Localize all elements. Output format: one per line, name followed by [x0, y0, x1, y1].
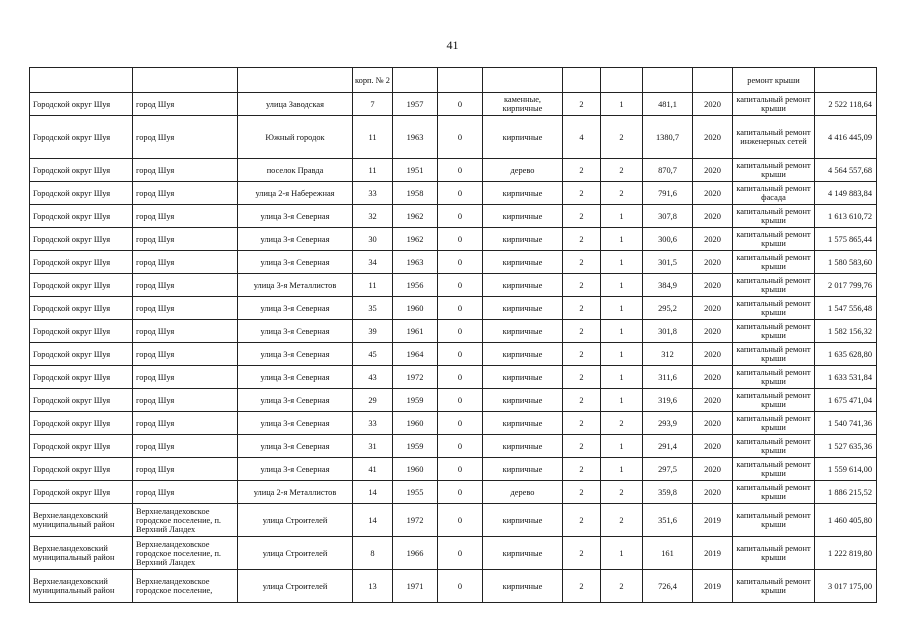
house-number-cell: 45	[353, 343, 393, 366]
work-type-cell: капитальный ремонт крыши	[733, 320, 815, 343]
work-type-cell: капитальный ремонт крыши	[733, 570, 815, 603]
cost-cell: 1 613 610,72	[815, 205, 877, 228]
area-cell: 293,9	[643, 412, 693, 435]
settlement-cell: город Шуя	[133, 366, 238, 389]
table-row	[30, 205, 877, 228]
work-type-cell: капитальный ремонт крыши	[733, 93, 815, 116]
cost-cell: 1 222 819,80	[815, 537, 877, 570]
entrances-cell: 1	[601, 458, 643, 481]
floors-cell: 2	[563, 205, 601, 228]
year-cell: 2020	[693, 481, 733, 504]
cost-cell: 1 547 556,48	[815, 297, 877, 320]
wall-material-cell: кирпичные	[483, 366, 563, 389]
work-type-cell: капитальный ремонт крыши	[733, 481, 815, 504]
year-built-cell: 1962	[393, 228, 438, 251]
year-cell: 2020	[693, 228, 733, 251]
street-cell: улица 3-я Металлистов	[238, 274, 353, 297]
year-cell: 2020	[693, 159, 733, 182]
entrances-cell: 1	[601, 389, 643, 412]
year-reconstructed-cell: 0	[438, 93, 483, 116]
street-cell: улица 3-я Северная	[238, 297, 353, 320]
house-number-cell: 41	[353, 458, 393, 481]
work-type-cell: ремонт крыши	[733, 68, 815, 93]
year-built-cell: 1963	[393, 251, 438, 274]
municipality-cell: Городской округ Шуя	[30, 481, 133, 504]
year-cell: 2020	[693, 297, 733, 320]
area-cell: 312	[643, 343, 693, 366]
municipality-cell: Городской округ Шуя	[30, 435, 133, 458]
year-built-cell: 1972	[393, 366, 438, 389]
floors-cell: 2	[563, 435, 601, 458]
settlement-cell: город Шуя	[133, 389, 238, 412]
municipality-cell: Городской округ Шуя	[30, 343, 133, 366]
street-cell: поселок Правда	[238, 159, 353, 182]
year-cell: 2020	[693, 412, 733, 435]
municipality-cell: Городской округ Шуя	[30, 205, 133, 228]
entrances-cell: 1	[601, 251, 643, 274]
street-cell: улица 3-я Северная	[238, 343, 353, 366]
settlement-cell: Верхнеландеховское городское поселение, п. Верхний Ландех	[133, 537, 238, 570]
area-cell: 301,5	[643, 251, 693, 274]
year-cell: 2020	[693, 458, 733, 481]
cost-cell: 1 559 614,00	[815, 458, 877, 481]
year-built-cell: 1961	[393, 320, 438, 343]
year-built-cell: 1959	[393, 389, 438, 412]
street-cell: улица Заводская	[238, 93, 353, 116]
year-reconstructed-cell: 0	[438, 159, 483, 182]
work-type-cell: капитальный ремонт крыши	[733, 297, 815, 320]
entrances-cell: 1	[601, 537, 643, 570]
cost-cell: 4 149 883,84	[815, 182, 877, 205]
settlement-cell: город Шуя	[133, 93, 238, 116]
entrances-cell: 1	[601, 205, 643, 228]
cost-cell: 3 017 175,00	[815, 570, 877, 603]
work-type-cell: капитальный ремонт крыши	[733, 537, 815, 570]
floors-cell: 2	[563, 93, 601, 116]
year-reconstructed-cell: 0	[438, 435, 483, 458]
table-row	[30, 320, 877, 343]
street-cell: улица 3-я Северная	[238, 412, 353, 435]
settlement-cell: город Шуя	[133, 458, 238, 481]
wall-material-cell: кирпичные	[483, 228, 563, 251]
municipality-cell: Городской округ Шуя	[30, 297, 133, 320]
municipality-cell: Верхнеландеховский муниципальный район	[30, 570, 133, 603]
area-cell: 870,7	[643, 159, 693, 182]
year-built-cell: 1966	[393, 537, 438, 570]
work-type-cell: капитальный ремонт фасада	[733, 182, 815, 205]
year-built-cell: 1971	[393, 570, 438, 603]
table-row	[30, 159, 877, 182]
year-reconstructed-cell: 0	[438, 297, 483, 320]
table-row	[30, 93, 877, 116]
work-type-cell: капитальный ремонт крыши	[733, 274, 815, 297]
wall-material-cell: кирпичные	[483, 412, 563, 435]
year-reconstructed-cell: 0	[438, 205, 483, 228]
cost-cell: 1 582 156,32	[815, 320, 877, 343]
year-cell: 2020	[693, 343, 733, 366]
settlement-cell: город Шуя	[133, 435, 238, 458]
floors-cell: 2	[563, 297, 601, 320]
wall-material-cell: кирпичные	[483, 320, 563, 343]
floors-cell: 2	[563, 251, 601, 274]
area-cell: 311,6	[643, 366, 693, 389]
entrances-cell: 1	[601, 297, 643, 320]
year-built-cell: 1956	[393, 274, 438, 297]
wall-material-cell: кирпичные	[483, 504, 563, 537]
floors-cell: 2	[563, 481, 601, 504]
area-cell: 297,5	[643, 458, 693, 481]
wall-material-cell: дерево	[483, 159, 563, 182]
table-row	[30, 537, 877, 570]
municipality-cell: Городской округ Шуя	[30, 182, 133, 205]
year-built-cell: 1963	[393, 116, 438, 159]
area-cell: 481,1	[643, 93, 693, 116]
municipality-cell: Городской округ Шуя	[30, 412, 133, 435]
cost-cell: 1 527 635,36	[815, 435, 877, 458]
wall-material-cell: кирпичные	[483, 570, 563, 603]
house-number-cell: 11	[353, 274, 393, 297]
wall-material-cell: кирпичные	[483, 389, 563, 412]
year-cell: 2020	[693, 205, 733, 228]
entrances-cell: 1	[601, 366, 643, 389]
house-number-cell: 43	[353, 366, 393, 389]
table-row	[30, 116, 877, 159]
year-cell: 2020	[693, 182, 733, 205]
table-row	[30, 389, 877, 412]
wall-material-cell: кирпичные	[483, 435, 563, 458]
table-row	[30, 366, 877, 389]
area-cell: 351,6	[643, 504, 693, 537]
wall-material-cell: кирпичные	[483, 182, 563, 205]
entrances-cell: 2	[601, 481, 643, 504]
floors-cell: 2	[563, 504, 601, 537]
area-cell: 295,2	[643, 297, 693, 320]
cost-cell: 2 017 799,76	[815, 274, 877, 297]
work-type-cell: капитальный ремонт крыши	[733, 205, 815, 228]
municipality-cell: Городской округ Шуя	[30, 274, 133, 297]
wall-material-cell: кирпичные	[483, 537, 563, 570]
settlement-cell: город Шуя	[133, 297, 238, 320]
street-cell: улица 2-я Набережная	[238, 182, 353, 205]
house-number-cell: 11	[353, 159, 393, 182]
floors-cell: 4	[563, 116, 601, 159]
house-number-cell: 39	[353, 320, 393, 343]
wall-material-cell: кирпичные	[483, 297, 563, 320]
settlement-cell: Верхнеландеховское городское поселение,	[133, 570, 238, 603]
area-cell: 319,6	[643, 389, 693, 412]
year-reconstructed-cell: 0	[438, 570, 483, 603]
street-cell: улица 3-я Северная	[238, 366, 353, 389]
municipality-cell: Городской округ Шуя	[30, 159, 133, 182]
cost-cell: 1 675 471,04	[815, 389, 877, 412]
street-cell: улица 3-я Северная	[238, 458, 353, 481]
cost-cell: 4 416 445,09	[815, 116, 877, 159]
entrances-cell: 2	[601, 570, 643, 603]
year-reconstructed-cell: 0	[438, 228, 483, 251]
wall-material-cell: кирпичные	[483, 205, 563, 228]
street-cell: Южный городок	[238, 116, 353, 159]
municipality-cell: Городской округ Шуя	[30, 251, 133, 274]
year-cell: 2020	[693, 251, 733, 274]
entrances-cell: 2	[601, 182, 643, 205]
settlement-cell: город Шуя	[133, 205, 238, 228]
area-cell: 307,8	[643, 205, 693, 228]
year-built-cell: 1958	[393, 182, 438, 205]
municipality-cell: Городской округ Шуя	[30, 366, 133, 389]
work-type-cell: капитальный ремонт крыши	[733, 366, 815, 389]
year-cell: 2020	[693, 116, 733, 159]
table-row	[30, 297, 877, 320]
house-number-cell: 7	[353, 93, 393, 116]
work-type-cell: капитальный ремонт крыши	[733, 412, 815, 435]
floors-cell: 2	[563, 320, 601, 343]
house-number-cell: 29	[353, 389, 393, 412]
year-reconstructed-cell: 0	[438, 116, 483, 159]
house-number-cell: 33	[353, 182, 393, 205]
street-cell: улица 3-я Северная	[238, 389, 353, 412]
table-row	[30, 570, 877, 603]
year-cell: 2019	[693, 570, 733, 603]
page-number: 41	[446, 38, 459, 52]
municipality-cell: Городской округ Шуя	[30, 228, 133, 251]
floors-cell: 2	[563, 274, 601, 297]
house-number-cell: 8	[353, 537, 393, 570]
year-reconstructed-cell: 0	[438, 481, 483, 504]
table-row	[30, 343, 877, 366]
work-type-cell: капитальный ремонт крыши	[733, 458, 815, 481]
year-built-cell: 1959	[393, 435, 438, 458]
municipality-cell: Верхнеландеховский муниципальный район	[30, 504, 133, 537]
house-number-cell: 34	[353, 251, 393, 274]
cost-cell: 1 540 741,36	[815, 412, 877, 435]
year-built-cell: 1960	[393, 297, 438, 320]
table-row	[30, 458, 877, 481]
municipality-cell: Городской округ Шуя	[30, 93, 133, 116]
settlement-cell: город Шуя	[133, 412, 238, 435]
entrances-cell: 2	[601, 159, 643, 182]
wall-material-cell: кирпичные	[483, 274, 563, 297]
year-built-cell: 1960	[393, 412, 438, 435]
floors-cell: 2	[563, 412, 601, 435]
year-cell: 2019	[693, 504, 733, 537]
street-cell: улица 3-я Северная	[238, 320, 353, 343]
year-built-cell: 1955	[393, 481, 438, 504]
house-number-cell: 13	[353, 570, 393, 603]
settlement-cell: город Шуя	[133, 228, 238, 251]
table-row	[30, 435, 877, 458]
entrances-cell: 2	[601, 504, 643, 537]
entrances-cell: 2	[601, 116, 643, 159]
entrances-cell: 1	[601, 343, 643, 366]
table-row	[30, 68, 877, 93]
settlement-cell: город Шуя	[133, 481, 238, 504]
floors-cell: 2	[563, 182, 601, 205]
wall-material-cell: кирпичные	[483, 458, 563, 481]
area-cell: 384,9	[643, 274, 693, 297]
year-cell: 2020	[693, 274, 733, 297]
municipality-cell: Городской округ Шуя	[30, 116, 133, 159]
settlement-cell: город Шуя	[133, 320, 238, 343]
work-type-cell: капитальный ремонт крыши	[733, 228, 815, 251]
year-reconstructed-cell: 0	[438, 320, 483, 343]
street-cell: улица Строителей	[238, 537, 353, 570]
year-reconstructed-cell: 0	[438, 458, 483, 481]
year-built-cell: 1960	[393, 458, 438, 481]
work-type-cell: капитальный ремонт крыши	[733, 504, 815, 537]
cost-cell: 1 633 531,84	[815, 366, 877, 389]
floors-cell: 2	[563, 458, 601, 481]
municipality-cell: Городской округ Шуя	[30, 389, 133, 412]
house-number-cell: 35	[353, 297, 393, 320]
floors-cell: 2	[563, 159, 601, 182]
street-cell: улица 2-я Металлистов	[238, 481, 353, 504]
street-cell: улица 3-я Северная	[238, 251, 353, 274]
year-reconstructed-cell: 0	[438, 412, 483, 435]
cost-cell: 1 575 865,44	[815, 228, 877, 251]
house-number-cell: 14	[353, 481, 393, 504]
table-row	[30, 182, 877, 205]
floors-cell: 2	[563, 366, 601, 389]
year-built-cell: 1951	[393, 159, 438, 182]
entrances-cell: 1	[601, 435, 643, 458]
floors-cell: 2	[563, 343, 601, 366]
year-reconstructed-cell: 0	[438, 343, 483, 366]
work-type-cell: капитальный ремонт крыши	[733, 343, 815, 366]
cost-cell: 1 886 215,52	[815, 481, 877, 504]
year-cell: 2019	[693, 537, 733, 570]
entrances-cell: 2	[601, 412, 643, 435]
floors-cell: 2	[563, 389, 601, 412]
work-type-cell: капитальный ремонт крыши	[733, 159, 815, 182]
year-cell: 2020	[693, 366, 733, 389]
year-reconstructed-cell: 0	[438, 389, 483, 412]
area-cell: 726,4	[643, 570, 693, 603]
area-cell: 791,6	[643, 182, 693, 205]
house-number-cell: 32	[353, 205, 393, 228]
street-cell: улица Строителей	[238, 504, 353, 537]
house-number-cell: 11	[353, 116, 393, 159]
year-reconstructed-cell: 0	[438, 504, 483, 537]
cost-cell: 2 522 118,64	[815, 93, 877, 116]
house-number-cell: 31	[353, 435, 393, 458]
settlement-cell: город Шуя	[133, 182, 238, 205]
year-reconstructed-cell: 0	[438, 537, 483, 570]
area-cell: 1380,7	[643, 116, 693, 159]
street-cell: улица Строителей	[238, 570, 353, 603]
wall-material-cell: кирпичные	[483, 343, 563, 366]
entrances-cell: 1	[601, 93, 643, 116]
entrances-cell: 1	[601, 228, 643, 251]
area-cell: 301,8	[643, 320, 693, 343]
wall-material-cell: каменные, кирпичные	[483, 93, 563, 116]
table-row	[30, 412, 877, 435]
cost-cell: 4 564 557,68	[815, 159, 877, 182]
street-cell: улица 3-я Северная	[238, 205, 353, 228]
year-cell: 2020	[693, 435, 733, 458]
year-reconstructed-cell: 0	[438, 274, 483, 297]
table-row	[30, 481, 877, 504]
street-cell: улица 3-я Северная	[238, 228, 353, 251]
year-built-cell: 1972	[393, 504, 438, 537]
settlement-cell: Верхнеландеховское городское поселение, п. Верхний Ландех	[133, 504, 238, 537]
area-cell: 161	[643, 537, 693, 570]
work-type-cell: капитальный ремонт крыши	[733, 251, 815, 274]
table-row	[30, 274, 877, 297]
year-built-cell: 1964	[393, 343, 438, 366]
work-type-cell: капитальный ремонт крыши	[733, 435, 815, 458]
floors-cell: 2	[563, 228, 601, 251]
year-reconstructed-cell: 0	[438, 366, 483, 389]
floors-cell: 2	[563, 570, 601, 603]
table-row	[30, 251, 877, 274]
settlement-cell: город Шуя	[133, 159, 238, 182]
entrances-cell: 1	[601, 274, 643, 297]
house-number-cell: 30	[353, 228, 393, 251]
floors-cell: 2	[563, 537, 601, 570]
table-row	[30, 504, 877, 537]
wall-material-cell: кирпичные	[483, 251, 563, 274]
street-cell: улица 3-я Северная	[238, 435, 353, 458]
wall-material-cell: кирпичные	[483, 116, 563, 159]
year-cell: 2020	[693, 320, 733, 343]
cost-cell: 1 460 405,80	[815, 504, 877, 537]
settlement-cell: город Шуя	[133, 343, 238, 366]
table-row	[30, 228, 877, 251]
wall-material-cell: дерево	[483, 481, 563, 504]
year-cell: 2020	[693, 93, 733, 116]
settlement-cell: город Шуя	[133, 116, 238, 159]
municipality-cell: Верхнеландеховский муниципальный район	[30, 537, 133, 570]
area-cell: 300,6	[643, 228, 693, 251]
work-type-cell: капитальный ремонт инженерных сетей	[733, 116, 815, 159]
year-cell: 2020	[693, 389, 733, 412]
entrances-cell: 1	[601, 320, 643, 343]
housing-repair-table	[29, 67, 877, 603]
cost-cell: 1 580 583,60	[815, 251, 877, 274]
municipality-cell: Городской округ Шуя	[30, 458, 133, 481]
cost-cell: 1 635 628,80	[815, 343, 877, 366]
house-number-cell: 33	[353, 412, 393, 435]
area-cell: 359,8	[643, 481, 693, 504]
house-number-cell: 14	[353, 504, 393, 537]
municipality-cell: Городской округ Шуя	[30, 320, 133, 343]
year-reconstructed-cell: 0	[438, 182, 483, 205]
settlement-cell: город Шуя	[133, 274, 238, 297]
area-cell: 291,4	[643, 435, 693, 458]
house-number-cell: корп. № 2	[353, 68, 393, 93]
year-built-cell: 1962	[393, 205, 438, 228]
year-reconstructed-cell: 0	[438, 251, 483, 274]
work-type-cell: капитальный ремонт крыши	[733, 389, 815, 412]
year-built-cell: 1957	[393, 93, 438, 116]
settlement-cell: город Шуя	[133, 251, 238, 274]
